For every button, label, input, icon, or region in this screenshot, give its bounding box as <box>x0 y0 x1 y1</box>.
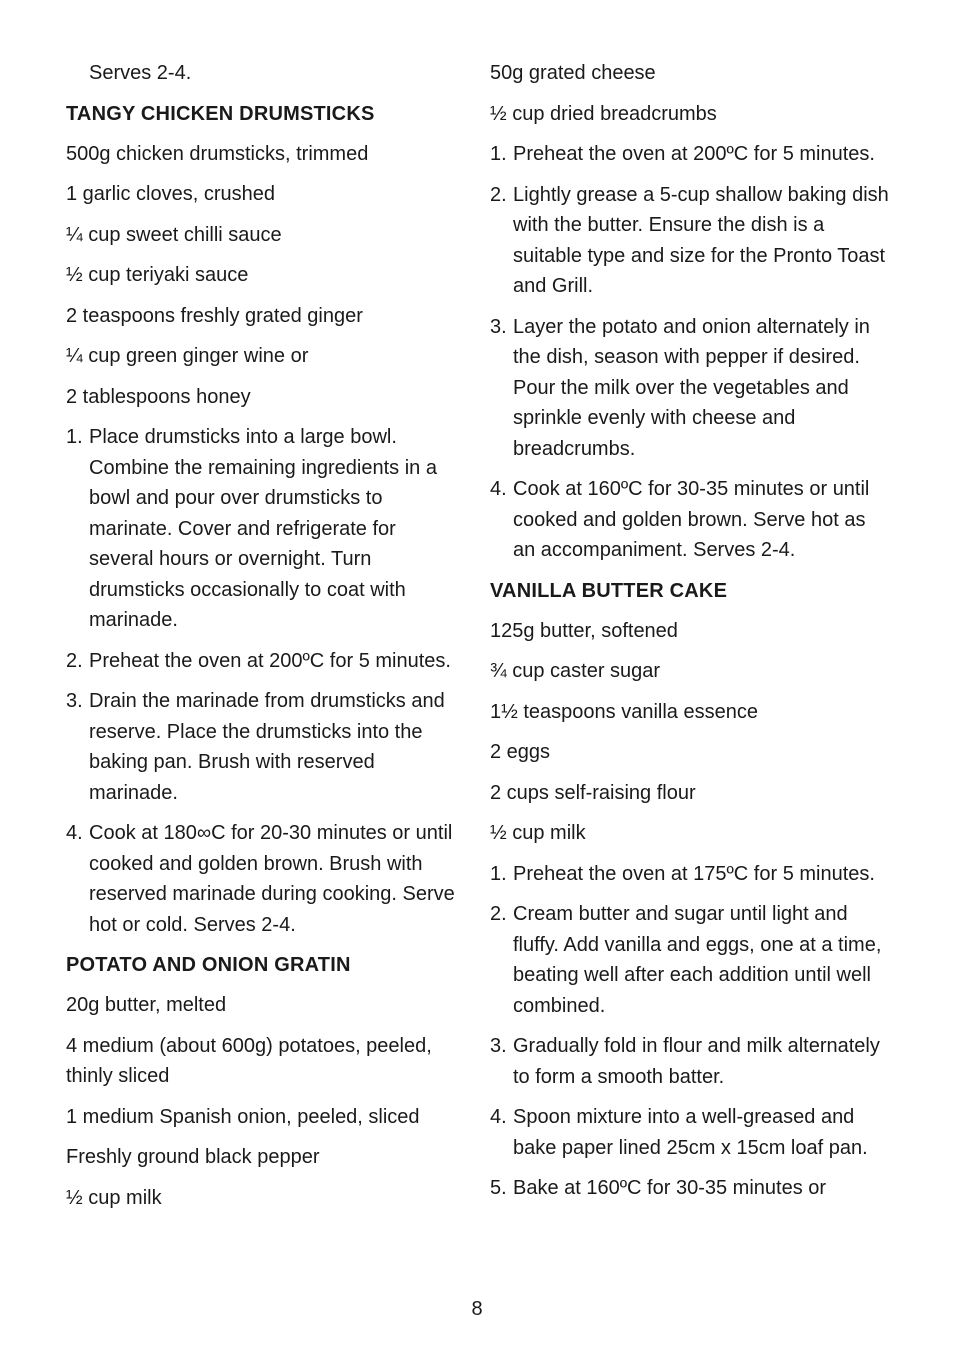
method-step <box>490 859 890 890</box>
ingredient-item: 2 eggs <box>490 741 551 763</box>
step-text: Bake at 160ºC for 30-35 minutes or <box>513 1177 827 1199</box>
method-step <box>490 180 890 302</box>
step-number: 2. <box>66 649 83 672</box>
ingredient-item: 20g butter, melted <box>66 994 227 1016</box>
ingredient-item: 1½ teaspoons vanilla essence <box>490 700 758 723</box>
ingredient-item: 2 cups self-raising flour <box>490 781 696 804</box>
ingredient-item: ½ cup milk <box>490 822 586 844</box>
method-step <box>490 899 890 1021</box>
ingredient-item: 1 garlic cloves, crushed <box>66 183 275 205</box>
ingredient-item: ¼ cup green ginger wine or <box>66 345 309 367</box>
ingredient-item: 2 tablespoons honey <box>66 385 251 408</box>
step-text: Preheat the oven at 200ºC for 5 minutes. <box>89 649 451 672</box>
method-step <box>66 646 462 677</box>
ingredient-item: 125g butter, softened <box>490 619 678 642</box>
method-step <box>490 139 890 170</box>
method-step <box>66 818 462 940</box>
page-number: 8 <box>471 1298 483 1320</box>
step-number: 3. <box>490 315 507 338</box>
recipe-title-vanilla-cake: VANILLA BUTTER CAKE <box>490 579 728 602</box>
step-number: 3. <box>490 1035 507 1057</box>
step-text: Gradually fold in flour and milk alternately to form a smooth batter. <box>513 1035 880 1088</box>
step-number: 4. <box>490 1106 507 1128</box>
step-text: Cook at 160ºC for 30-35 minutes or until cooked and golden brown. Serve hot as an accompaniment. Serves 2-4. <box>513 478 870 561</box>
method-step <box>66 422 462 636</box>
ingredient-item: 500g chicken drumsticks, trimmed <box>66 142 369 165</box>
step-number: 1. <box>66 426 83 448</box>
step-number: 4. <box>490 478 507 500</box>
step-text: Cream butter and sugar until light and fluffy. Add vanilla and eggs, one at a time, beating well after each addition until well combined. <box>513 903 882 1017</box>
ingredient-item: 2 teaspoons freshly grated ginger <box>66 304 363 327</box>
step-number: 5. <box>490 1177 507 1199</box>
step-number: 1. <box>490 143 507 165</box>
step-text: Layer the potato and onion alternately in the dish, season with pepper if desired. Pour the milk over the vegetables and sprinkle evenly with cheese and breadcrumbs. <box>513 315 870 460</box>
method-step <box>490 474 890 566</box>
ingredient-item: 1 medium Spanish onion, peeled, sliced <box>66 1105 420 1128</box>
step-text: Preheat the oven at 200ºC for 5 minutes. <box>513 143 875 165</box>
ingredient-item: ½ cup dried breadcrumbs <box>490 102 717 125</box>
method-step <box>66 686 462 808</box>
step-text: Spoon mixture into a well-greased and bake paper lined 25cm x 15cm loaf pan. <box>513 1106 868 1159</box>
step-number: 3. <box>66 690 83 712</box>
step-text: Preheat the oven at 175ºC for 5 minutes. <box>513 862 875 885</box>
ingredient-item: 4 medium (about 600g) potatoes, peeled, thinly sliced <box>66 1034 432 1087</box>
ingredient-item: ½ cup teriyaki sauce <box>66 264 249 286</box>
step-number: 2. <box>490 183 507 206</box>
step-text: Drain the marinade from drumsticks and reserve. Place the drumsticks into the baking pan. Brush with reserved marinade. <box>89 690 445 804</box>
recipe-title-potato-gratin: POTATO AND ONION GRATIN <box>66 954 351 976</box>
serves-note: Serves 2-4. <box>89 62 192 84</box>
ingredient-item: ½ cup milk <box>66 1186 162 1209</box>
method-step <box>490 1102 890 1163</box>
ingredient-item: Freshly ground black pepper <box>66 1146 320 1168</box>
ingredient-item: ¾ cup caster sugar <box>490 660 661 682</box>
step-text: Place drumsticks into a large bowl. Combine the remaining ingredients in a bowl and pour over drumsticks to marinate. Cover and refrigerate for several hours or overnight. Turn drumsticks occasionally to coat with marinade. <box>89 426 437 631</box>
right-column <box>490 58 890 1214</box>
step-number: 2. <box>490 903 507 925</box>
ingredient-item: 50g grated cheese <box>490 62 656 84</box>
method-step <box>490 1031 890 1092</box>
method-step <box>490 1173 890 1204</box>
left-column <box>66 58 462 1223</box>
method-step <box>490 312 890 465</box>
recipe-title-tangy-chicken: TANGY CHICKEN DRUMSTICKS <box>66 102 375 125</box>
ingredient-item: ¼ cup sweet chilli sauce <box>66 223 282 246</box>
step-text: Cook at 180∞C for 20-30 minutes or until cooked and golden brown. Brush with reserved marinade during cooking. Serve hot or cold. Serves 2-4. <box>89 822 455 936</box>
step-text: Lightly grease a 5-cup shallow baking dish with the butter. Ensure the dish is a suitable type and size for the Pronto Toast and Grill. <box>513 183 889 297</box>
step-number: 4. <box>66 822 83 844</box>
step-number: 1. <box>490 862 507 885</box>
